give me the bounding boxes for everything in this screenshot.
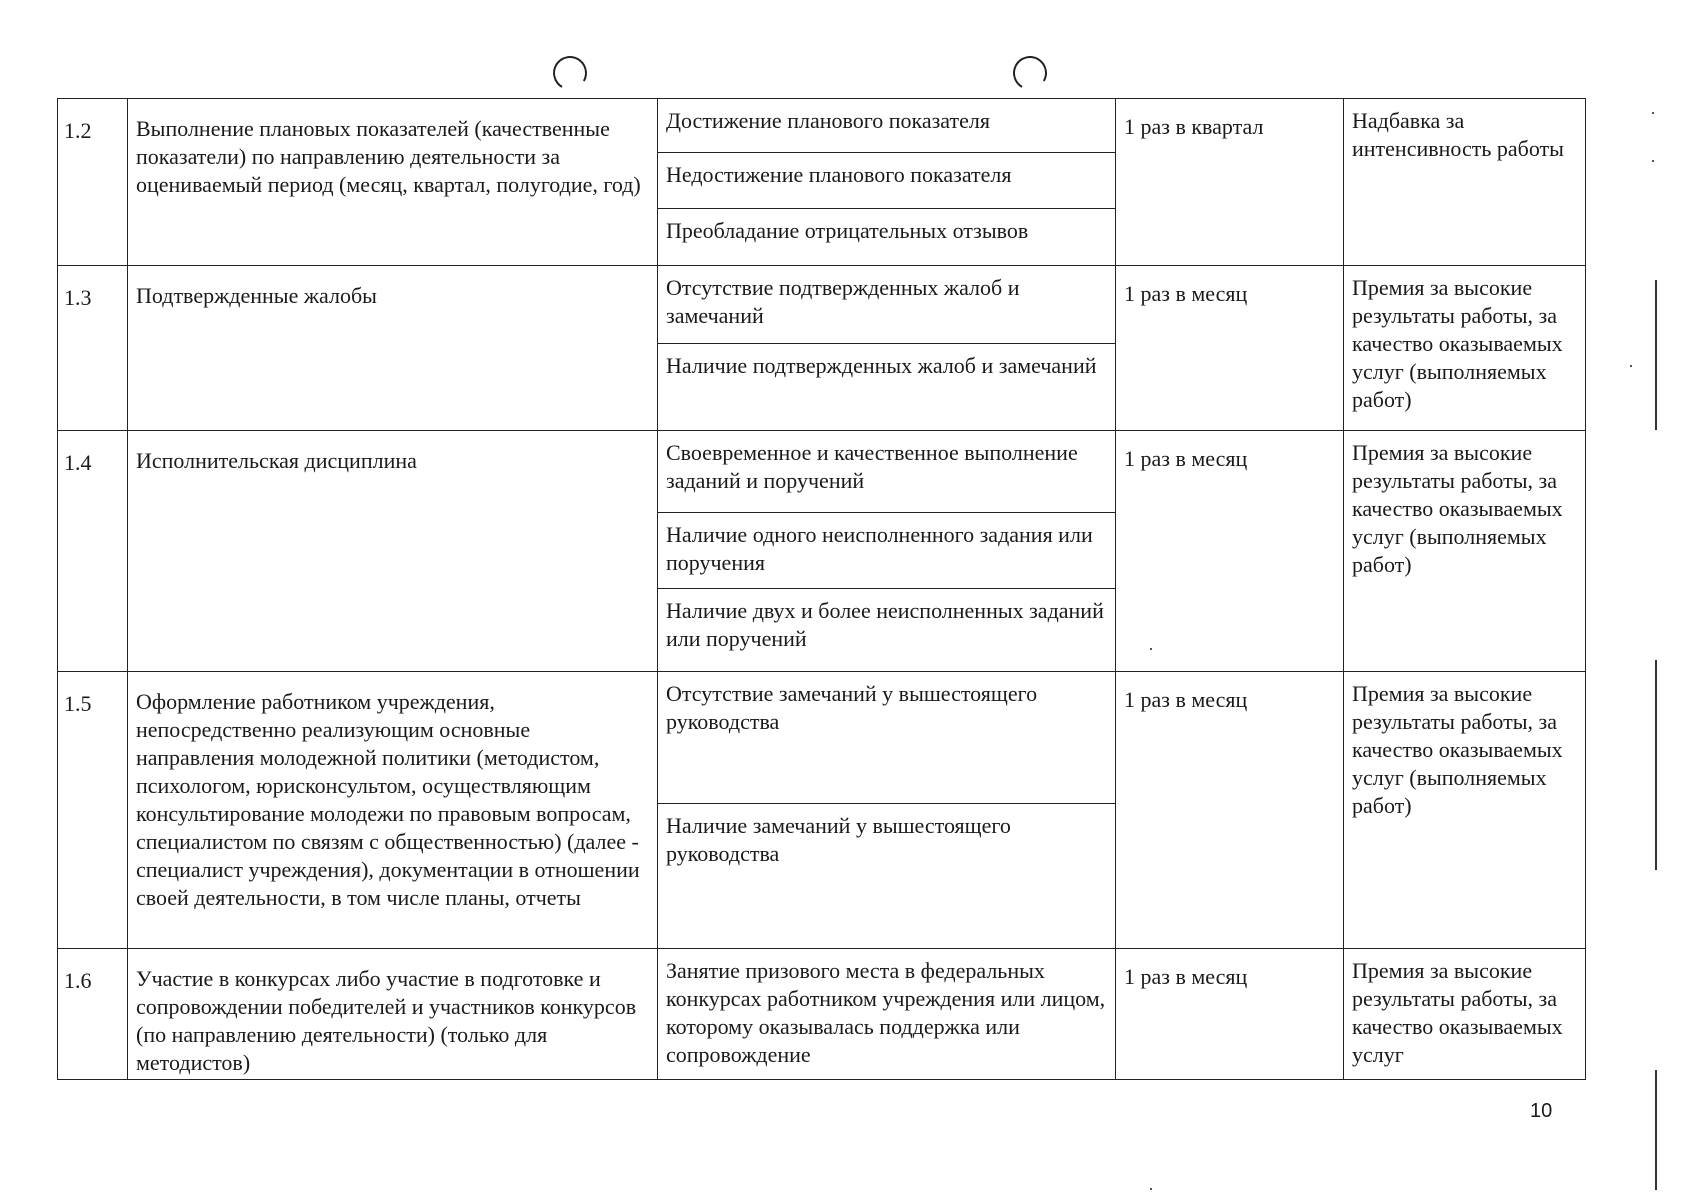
- criterion: Недостижение планового показателя: [658, 153, 1115, 209]
- frequency: 1 раз в месяц: [1116, 672, 1344, 949]
- criterion: Преобладание отрицательных отзывов: [666, 218, 1029, 243]
- criterion: Занятие призового места в федеральных конкурсах работником учреждения или лицом, которому оказывалась поддержка или сопровождение: [666, 958, 1106, 1067]
- scan-speck: [1652, 160, 1654, 162]
- payment-type: Премия за высокие результаты работы, за качество оказываемых услуг (выполняемых работ): [1344, 672, 1586, 949]
- table-row: [58, 949, 1586, 1080]
- criteria-cell: [658, 431, 1116, 672]
- criterion: Своевременное и качественное выполнение заданий и поручений: [658, 431, 1115, 513]
- row-number: 1.4: [58, 431, 128, 672]
- page-number: 10: [1530, 1100, 1553, 1122]
- scan-margin-line: [1655, 660, 1657, 870]
- table-row: [58, 431, 1586, 672]
- frequency: 1 раз в квартал: [1116, 99, 1344, 266]
- scan-margin-line: [1655, 1070, 1657, 1190]
- scan-speck: [1150, 648, 1152, 650]
- payment-type: Премия за высокие результаты работы, за качество оказываемых услуг (выполняемых работ): [1344, 431, 1586, 672]
- indicator-name: Выполнение плановых показателей (качественные показатели) по направлению деятельности за оцениваемый период (месяц, квартал, полугодие, год): [128, 99, 658, 266]
- criterion: Отсутствие замечаний у вышестоящего руководства: [658, 672, 1115, 804]
- indicator-name: Участие в конкурсах либо участие в подготовке и сопровождении победителей и участников конкурсов (по направлению деятельности) (только для методистов): [128, 949, 658, 1080]
- indicator-name: Подтвержденные жалобы: [128, 266, 658, 431]
- payment-type: Надбавка за интенсивность работы: [1344, 99, 1586, 266]
- criterion: Наличие одного неисполненного задания или поручения: [658, 513, 1115, 589]
- scan-speck: [1652, 112, 1654, 114]
- scan-speck: [1150, 1188, 1152, 1190]
- criteria-table: [57, 98, 1586, 1080]
- punch-hole-right: [1009, 52, 1051, 94]
- row-number: 1.3: [58, 266, 128, 431]
- criterion: Отсутствие подтвержденных жалоб и замечаний: [658, 266, 1115, 344]
- criterion: Наличие двух и более неисполненных заданий или поручений: [666, 598, 1104, 651]
- table-row: [58, 99, 1586, 266]
- table-row: [58, 672, 1586, 949]
- indicator-name: Исполнительская дисциплина: [128, 431, 658, 672]
- scan-margin-line: [1655, 280, 1657, 430]
- frequency: 1 раз в месяц: [1116, 949, 1344, 1080]
- criterion: Наличие замечаний у вышестоящего руководства: [666, 813, 1011, 866]
- payment-type: Премия за высокие результаты работы, за качество оказываемых услуг: [1344, 949, 1586, 1080]
- table-row: [58, 266, 1586, 431]
- criterion: Достижение планового показателя: [658, 99, 1115, 153]
- row-number: 1.2: [58, 99, 128, 266]
- frequency: 1 раз в месяц: [1116, 431, 1344, 672]
- criteria-cell: [658, 672, 1116, 949]
- punch-hole-left: [549, 52, 591, 94]
- criterion: Наличие подтвержденных жалоб и замечаний: [666, 353, 1097, 378]
- payment-type: Премия за высокие результаты работы, за качество оказываемых услуг (выполняемых работ): [1344, 266, 1586, 431]
- criteria-cell: [658, 949, 1116, 1080]
- indicator-name: Оформление работником учреждения, непосредственно реализующим основные направления молодежной политики (методистом, психологом, юрисконсультом, осуществляющим консультирование молодежи по правовым вопросам, специалистом по связям с общественностью) (далее - специалист учреждения), документации в отношении своей деятельности, в том числе планы, отчеты: [128, 672, 658, 949]
- row-number: 1.5: [58, 672, 128, 949]
- criteria-cell: [658, 99, 1116, 266]
- criteria-cell: [658, 266, 1116, 431]
- frequency: 1 раз в месяц: [1116, 266, 1344, 431]
- row-number: 1.6: [58, 949, 128, 1080]
- scan-speck: [1630, 365, 1632, 367]
